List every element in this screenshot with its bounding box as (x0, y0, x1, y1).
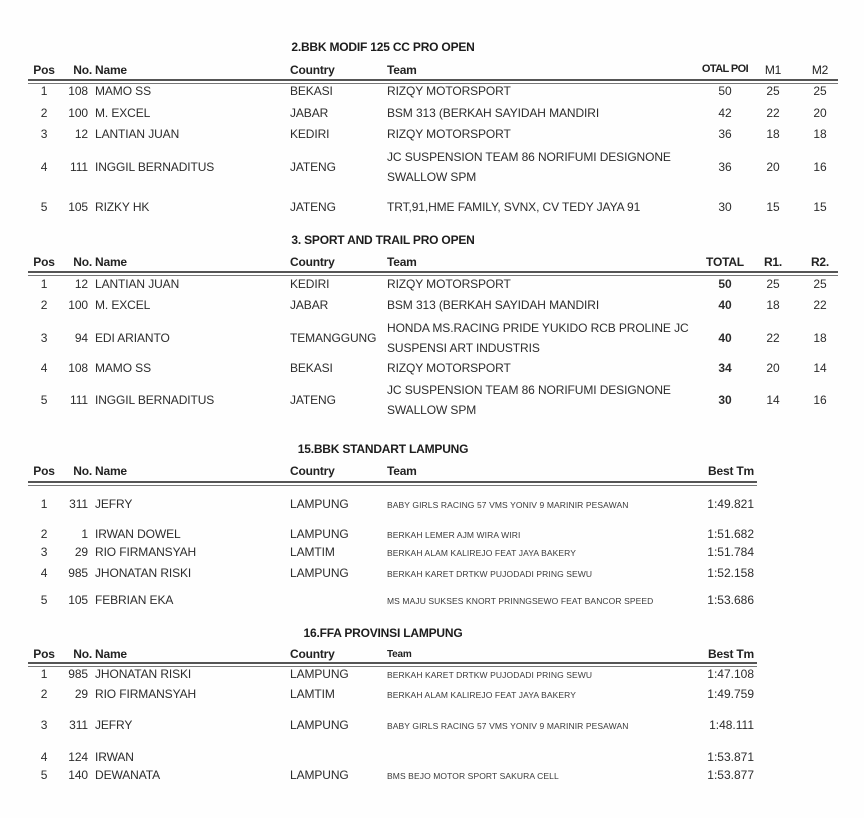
row-rider-name: RIO FIRMANSYAH (95, 545, 197, 559)
row-round-2-points: 25 (813, 277, 827, 291)
row-best-time: 1:49.821 (707, 497, 754, 511)
row-number: 108 (68, 361, 88, 375)
row-round-1-points: 14 (766, 393, 780, 407)
row-rider-name: M. EXCEL (95, 298, 151, 312)
header-pos: Pos (33, 464, 55, 478)
row-round-1-points: 25 (766, 84, 780, 98)
row-total-points: 40 (718, 298, 732, 312)
row-rider-name: EDI ARIANTO (95, 331, 170, 345)
row-position: 3 (40, 127, 48, 141)
row-team-line-2: SUSPENSI ART INDUSTRIS (387, 341, 540, 355)
row-number: 311 (69, 497, 88, 511)
section-title: 15.BBK STANDART LAMPUNG (297, 442, 469, 456)
header-best-time: Best Tm (708, 464, 754, 478)
row-country: KEDIRI (290, 277, 330, 291)
row-round-2-points: 22 (813, 298, 827, 312)
row-team: BERKAH LEMER AJM WIRA WIRI (387, 530, 521, 540)
row-position: 5 (40, 200, 48, 214)
row-country: JATENG (290, 393, 336, 407)
row-number: 100 (68, 106, 88, 120)
row-best-time: 1:48.111 (709, 718, 754, 732)
row-number: 108 (68, 84, 88, 98)
section-title: 2.BBK MODIF 125 CC PRO OPEN (291, 40, 475, 54)
row-team: BABY GIRLS RACING 57 VMS YONIV 9 MARINIR PESAWAN (387, 500, 629, 510)
row-number: 140 (68, 768, 88, 782)
row-best-time: 1:51.682 (707, 527, 754, 541)
row-rider-name: INGGIL BERNADITUS (95, 393, 215, 407)
row-team: JC SUSPENSION TEAM 86 NORIFUMI DESIGNONE (387, 383, 671, 397)
row-position: 2 (40, 687, 48, 701)
row-team: HONDA MS.RACING PRIDE YUKIDO RCB PROLINE JC (387, 321, 689, 335)
row-number: 985 (68, 566, 88, 580)
row-position: 2 (40, 106, 48, 120)
row-number: 29 (74, 545, 88, 559)
row-position: 1 (40, 667, 48, 681)
row-position: 3 (40, 718, 48, 732)
header-round-2: M2 (811, 63, 829, 77)
row-country: LAMTIM (290, 687, 335, 701)
row-total-points: 30 (718, 393, 732, 407)
section-title: 3. SPORT AND TRAIL PRO OPEN (291, 233, 475, 247)
row-number: 124 (68, 750, 88, 764)
row-round-2-points: 14 (813, 361, 827, 375)
row-number: 29 (74, 687, 88, 701)
row-total-points: 30 (718, 200, 732, 214)
row-number: 985 (68, 667, 88, 681)
row-position: 4 (40, 750, 48, 764)
row-rider-name: MAMO SS (95, 361, 151, 375)
row-team: BERKAH ALAM KALIREJO FEAT JAYA BAKERY (387, 548, 577, 558)
row-country: BEKASI (290, 361, 333, 375)
row-rider-name: IRWAN (95, 750, 134, 764)
row-position: 4 (40, 361, 48, 375)
header-team: Team (387, 255, 417, 269)
row-number: 105 (68, 593, 88, 607)
row-best-time: 1:47.108 (707, 667, 754, 681)
row-position: 3 (40, 545, 48, 559)
header-name: Name (95, 255, 127, 269)
row-rider-name: FEBRIAN EKA (95, 593, 174, 607)
row-country: LAMPUNG (290, 566, 349, 580)
row-team: BSM 313 (BERKAH SAYIDAH MANDIRI (387, 298, 600, 312)
section-title: 16.FFA PROVINSI LAMPUNG (303, 626, 463, 640)
row-best-time: 1:52.158 (707, 566, 754, 580)
row-country: TEMANGGUNG (290, 331, 377, 345)
row-round-1-points: 22 (766, 331, 780, 345)
row-position: 5 (40, 768, 48, 782)
row-country: BEKASI (290, 84, 333, 98)
row-number: 1 (81, 527, 88, 541)
header-country: Country (290, 647, 335, 661)
header-name: Name (95, 464, 127, 478)
header-best-time: Best Tm (708, 647, 754, 661)
header-divider (28, 481, 757, 486)
row-total-points: 36 (718, 160, 732, 174)
row-rider-name: JEFRY (95, 497, 133, 511)
row-rider-name: RIZKY HK (95, 200, 150, 214)
header-round-1: R1. (763, 255, 783, 269)
row-rider-name: MAMO SS (95, 84, 151, 98)
header-country: Country (290, 255, 335, 269)
row-team: RIZQY MOTORSPORT (387, 127, 511, 141)
row-round-2-points: 15 (813, 200, 827, 214)
header-team: Team (387, 464, 417, 478)
row-round-2-points: 25 (813, 84, 827, 98)
header-no: No. (73, 647, 92, 661)
row-total-points: 36 (718, 127, 732, 141)
row-position: 1 (40, 84, 48, 98)
row-number: 12 (74, 277, 88, 291)
header-pos: Pos (33, 255, 55, 269)
row-country: KEDIRI (290, 127, 330, 141)
row-best-time: 1:53.877 (707, 768, 754, 782)
row-round-2-points: 16 (813, 160, 827, 174)
row-total-points: 34 (718, 361, 732, 375)
row-position: 4 (40, 160, 48, 174)
row-position: 1 (40, 497, 48, 511)
header-divider (28, 271, 838, 276)
row-position: 2 (40, 527, 48, 541)
row-position: 4 (40, 566, 48, 580)
header-total: OTAL POI (701, 63, 749, 75)
row-round-2-points: 20 (813, 106, 827, 120)
row-team: JC SUSPENSION TEAM 86 NORIFUMI DESIGNONE (387, 150, 671, 164)
row-best-time: 1:51.784 (707, 545, 754, 559)
row-team: BSM 313 (BERKAH SAYIDAH MANDIRI (387, 106, 600, 120)
row-round-2-points: 18 (813, 127, 827, 141)
row-country: JATENG (290, 160, 336, 174)
row-rider-name: M. EXCEL (95, 106, 151, 120)
row-total-points: 50 (718, 277, 732, 291)
header-country: Country (290, 464, 335, 478)
header-team: Team (387, 649, 412, 660)
row-rider-name: JEFRY (95, 718, 133, 732)
row-total-points: 50 (718, 84, 732, 98)
row-round-1-points: 20 (766, 361, 780, 375)
row-rider-name: RIO FIRMANSYAH (95, 687, 197, 701)
row-team: MS MAJU SUKSES KNORT PRINNGSEWO FEAT BANCOR SPEED (387, 596, 654, 606)
row-rider-name: JHONATAN RISKI (95, 566, 192, 580)
header-no: No. (73, 464, 92, 478)
row-position: 3 (40, 331, 48, 345)
row-round-1-points: 18 (766, 127, 780, 141)
row-team-line-2: SWALLOW SPM (387, 170, 477, 184)
row-rider-name: IRWAN DOWEL (95, 527, 181, 541)
row-round-1-points: 25 (766, 277, 780, 291)
row-team: BERKAH ALAM KALIREJO FEAT JAYA BAKERY (387, 690, 577, 700)
row-team: TRT,91,HME FAMILY, SVNX, CV TEDY JAYA 91 (387, 200, 641, 214)
header-name: Name (95, 647, 127, 661)
row-round-2-points: 16 (813, 393, 827, 407)
row-position: 2 (40, 298, 48, 312)
row-number: 94 (74, 331, 88, 345)
header-pos: Pos (33, 63, 55, 77)
header-pos: Pos (33, 647, 55, 661)
row-country: JABAR (290, 298, 329, 312)
row-team: RIZQY MOTORSPORT (387, 361, 511, 375)
row-rider-name: LANTIAN JUAN (95, 127, 180, 141)
row-number: 311 (69, 718, 88, 732)
row-position: 5 (40, 593, 48, 607)
row-total-points: 42 (718, 106, 732, 120)
row-team: RIZQY MOTORSPORT (387, 277, 511, 291)
row-number: 100 (68, 298, 88, 312)
header-no: No. (73, 63, 92, 77)
row-country: LAMPUNG (290, 667, 349, 681)
row-team: BMS BEJO MOTOR SPORT SAKURA CELL (387, 771, 559, 781)
row-team: BERKAH KARET DRTKW PUJODADI PRING SEWU (387, 670, 593, 680)
header-round-2: R2. (810, 255, 830, 269)
row-country: LAMPUNG (290, 497, 349, 511)
row-country: LAMPUNG (290, 768, 349, 782)
row-country: JATENG (290, 200, 336, 214)
row-round-1-points: 15 (766, 200, 780, 214)
header-total: TOTAL (706, 255, 744, 269)
row-rider-name: DEWANATA (95, 768, 160, 782)
header-country: Country (290, 63, 335, 77)
row-round-1-points: 22 (766, 106, 780, 120)
row-position: 5 (40, 393, 48, 407)
row-total-points: 40 (718, 331, 732, 345)
row-team: RIZQY MOTORSPORT (387, 84, 511, 98)
row-number: 111 (70, 393, 88, 407)
row-round-2-points: 18 (813, 331, 827, 345)
row-team: BERKAH KARET DRTKW PUJODADI PRING SEWU (387, 569, 593, 579)
row-number: 111 (70, 160, 88, 174)
row-position: 1 (40, 277, 48, 291)
row-rider-name: JHONATAN RISKI (95, 667, 192, 681)
header-round-1: M1 (764, 63, 782, 77)
row-country: LAMPUNG (290, 718, 349, 732)
row-best-time: 1:49.759 (707, 687, 754, 701)
header-team: Team (387, 63, 417, 77)
row-best-time: 1:53.871 (707, 750, 754, 764)
row-rider-name: INGGIL BERNADITUS (95, 160, 215, 174)
row-number: 105 (68, 200, 88, 214)
header-no: No. (73, 255, 92, 269)
header-name: Name (95, 63, 127, 77)
row-round-1-points: 20 (766, 160, 780, 174)
row-team-line-2: SWALLOW SPM (387, 403, 477, 417)
row-team: BABY GIRLS RACING 57 VMS YONIV 9 MARINIR PESAWAN (387, 721, 629, 731)
row-country: JABAR (290, 106, 329, 120)
row-best-time: 1:53.686 (707, 593, 754, 607)
row-rider-name: LANTIAN JUAN (95, 277, 180, 291)
row-number: 12 (74, 127, 88, 141)
row-country: LAMPUNG (290, 527, 349, 541)
row-country: LAMTIM (290, 545, 335, 559)
row-round-1-points: 18 (766, 298, 780, 312)
